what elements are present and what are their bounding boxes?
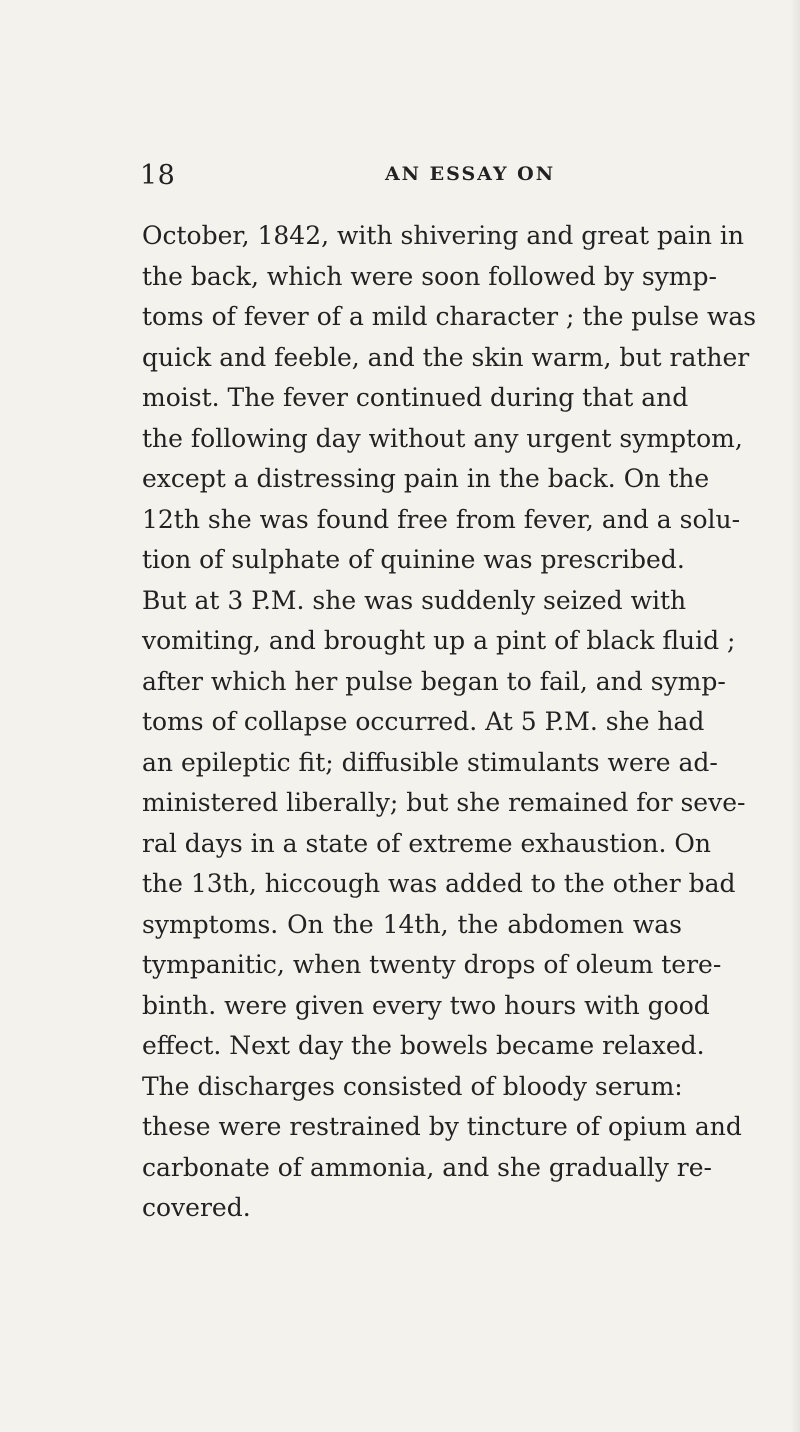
text-line: except a distressing pain in the back. On the xyxy=(142,464,710,493)
text-line: ministered liberally; but she remained for seve- xyxy=(142,788,746,817)
text-line: toms of fever of a mild character ; the pulse was xyxy=(142,302,757,331)
text-line: the 13th, hiccough was added to the other bad xyxy=(142,869,736,898)
text-line: binth. were given every two hours with good xyxy=(142,990,710,1020)
text-line: ral days in a state of extreme exhaustion. On xyxy=(142,828,711,858)
text-line: the back, which were soon followed by symp- xyxy=(142,261,717,291)
text-line: an epileptic fit; diffusible stimulants were ad- xyxy=(142,747,718,777)
text-line: But at 3 P.M. she was suddenly seized with xyxy=(142,585,687,615)
text-line: tympanitic, when twenty drops of oleum tere- xyxy=(142,950,722,979)
page-number: 18 xyxy=(140,160,176,191)
text-line: 12th she was found free from fever, and a solu- xyxy=(142,504,741,534)
text-line: toms of collapse occurred. At 5 P.M. she had xyxy=(142,707,705,736)
text-line: after which her pulse began to fail, and symp- xyxy=(142,666,726,696)
text-line: tion of sulphate of quinine was prescribed. xyxy=(142,545,685,574)
text-line: quick and feeble, and the skin warm, but rather xyxy=(142,342,750,372)
running-head: AN ESSAY ON xyxy=(384,163,556,185)
text-line: The discharges consisted of bloody serum: xyxy=(142,1071,683,1101)
text-line: the following day without any urgent symptom, xyxy=(142,423,743,453)
page-edge-shadow xyxy=(790,0,800,1432)
text-line: symptoms. On the 14th, the abdomen was xyxy=(142,909,682,939)
text-line: carbonate of ammonia, and she gradually re- xyxy=(142,1152,712,1182)
text-line: vomiting, and brought up a pint of black fluid ; xyxy=(142,626,736,655)
text-line: covered. xyxy=(142,1193,251,1222)
text-line: effect. Next day the bowels became relaxed. xyxy=(142,1031,705,1060)
page-header xyxy=(140,160,680,194)
text-line: October, 1842, with shivering and great pain in xyxy=(142,221,744,250)
text-line: moist. The fever continued during that and xyxy=(142,383,689,412)
text-line: these were restrained by tincture of opium and xyxy=(142,1112,742,1141)
body-paragraph xyxy=(142,216,757,1229)
